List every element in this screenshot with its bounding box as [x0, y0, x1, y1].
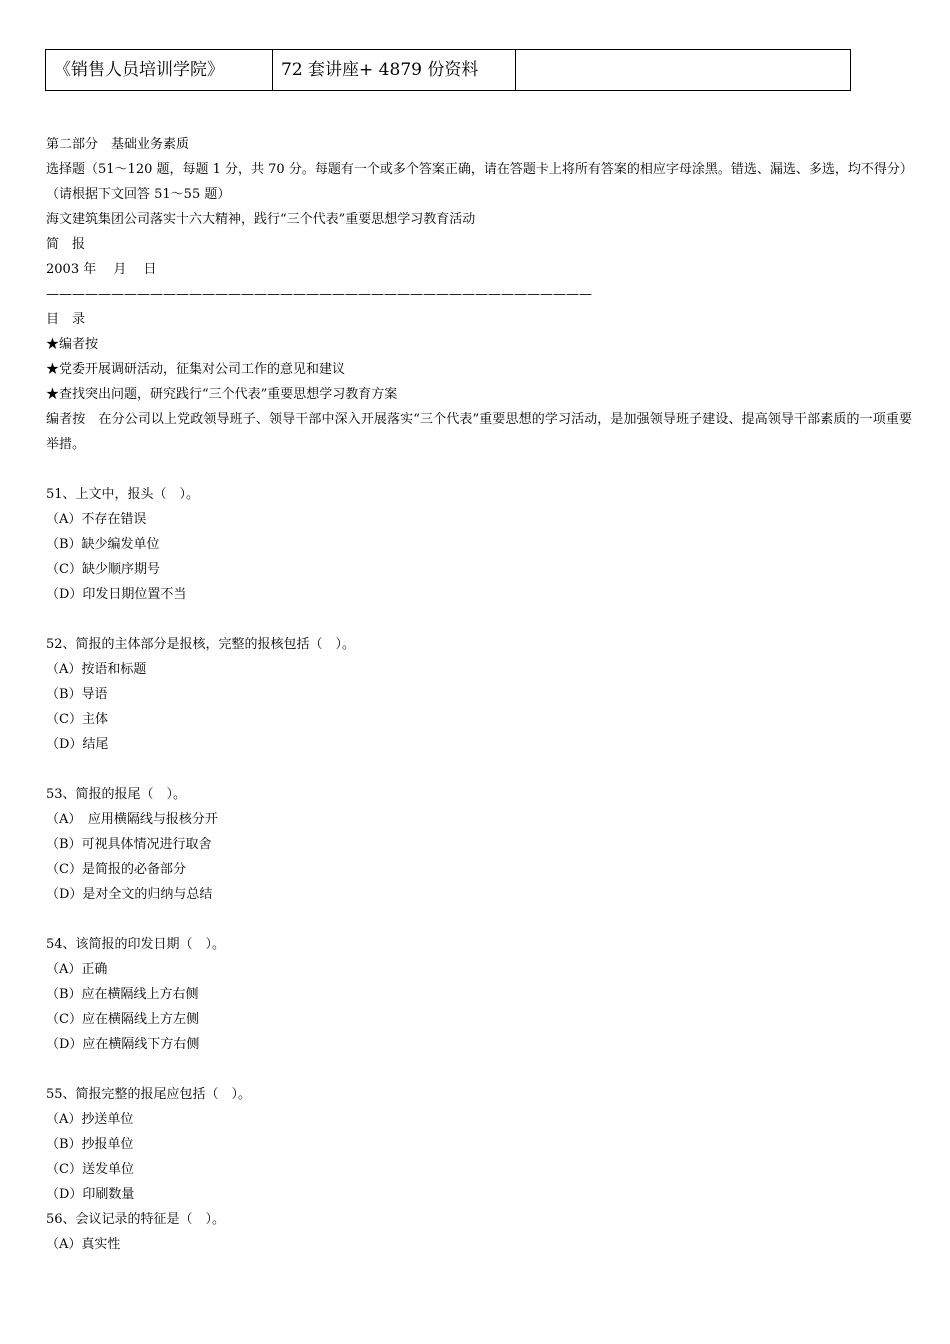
spacer: [46, 457, 912, 482]
spacer: [46, 907, 912, 932]
header-cell-materials: 72 套讲座+ 4879 份资料: [273, 50, 516, 91]
answer-option: （A）抄送单位: [46, 1112, 134, 1127]
answer-option: （C）送发单位: [46, 1162, 134, 1177]
toc-item: ★党委开展调研活动，征集对公司工作的意见和建议: [46, 362, 346, 377]
question-stem: 51、上文中，报头（ ）。: [46, 487, 200, 502]
question-stem: 55、简报完整的报尾应包括（ ）。: [46, 1087, 252, 1102]
header-row: [46, 50, 851, 91]
answer-option: （D）是对全文的归纳与总结: [46, 887, 213, 902]
spacer: [46, 607, 912, 632]
answer-option: （A）不存在错误: [46, 512, 147, 527]
instructions: 选择题（51～120 题，每题 1 分，共 70 分。每题有一个或多个答案正确，请在答题卡上将所有答案的相应字母涂黑。错选、漏选、多选，均不得分）: [46, 162, 913, 177]
spacer: [46, 757, 912, 782]
answer-option: （D）印刷数量: [46, 1187, 135, 1202]
answer-option: （A）正确: [46, 962, 108, 977]
answer-option: （B）应在横隔线上方右侧: [46, 987, 199, 1002]
question-stem: 56、会议记录的特征是（ ）。: [46, 1212, 226, 1227]
answer-option: （A）真实性: [46, 1237, 121, 1252]
brief-label: 简 报: [46, 237, 86, 252]
toc-item: ★查找突出问题，研究践行“三个代表”重要思想学习教育方案: [46, 387, 398, 402]
toc-title: 目 录: [46, 312, 86, 327]
header-cell-academy: 《销售人员培训学院》: [46, 50, 273, 91]
divider-line: ——————————————————————————————————————————: [46, 287, 592, 302]
answer-option: （B）可视具体情况进行取舍: [46, 837, 212, 852]
answer-option: （C）是简报的必备部分: [46, 862, 186, 877]
answer-option: （D）应在横隔线下方右侧: [46, 1037, 200, 1052]
document-body: [46, 132, 912, 1257]
date-line: 2003 年 月 日: [46, 262, 157, 277]
editor-note: 编者按 在分公司以上党政领导班子、领导干部中深入开展落实“三个代表”重要思想的学习活动，是加强领导班子建设、提高领导干部素质的一项重要举措。: [46, 412, 912, 452]
header-cell-empty: [516, 50, 851, 91]
answer-option: （A）按语和标题: [46, 662, 147, 677]
reading-note: （请根据下文回答 51～55 题）: [46, 187, 231, 202]
answer-option: （B）抄报单位: [46, 1137, 134, 1152]
answer-option: （C）应在横隔线上方左侧: [46, 1012, 199, 1027]
answer-option: （A） 应用横隔线与报核分开: [46, 812, 218, 827]
answer-option: （D）结尾: [46, 737, 109, 752]
doc-title: 海文建筑集团公司落实十六大精神，践行“三个代表”重要思想学习教育活动: [46, 212, 476, 227]
part-title: 第二部分 基础业务素质: [46, 137, 190, 152]
answer-option: （C）缺少顺序期号: [46, 562, 160, 577]
toc-item: ★编者按: [46, 337, 99, 352]
header-table: [45, 49, 851, 91]
answer-option: （D）印发日期位置不当: [46, 587, 187, 602]
question-stem: 54、该简报的印发日期（ ）。: [46, 937, 226, 952]
spacer: [46, 1057, 912, 1082]
question-stem: 53、简报的报尾（ ）。: [46, 787, 187, 802]
question-stem: 52、简报的主体部分是报核，完整的报核包括（ ）。: [46, 637, 356, 652]
answer-option: （B）导语: [46, 687, 108, 702]
answer-option: （B）缺少编发单位: [46, 537, 160, 552]
answer-option: （C）主体: [46, 712, 108, 727]
